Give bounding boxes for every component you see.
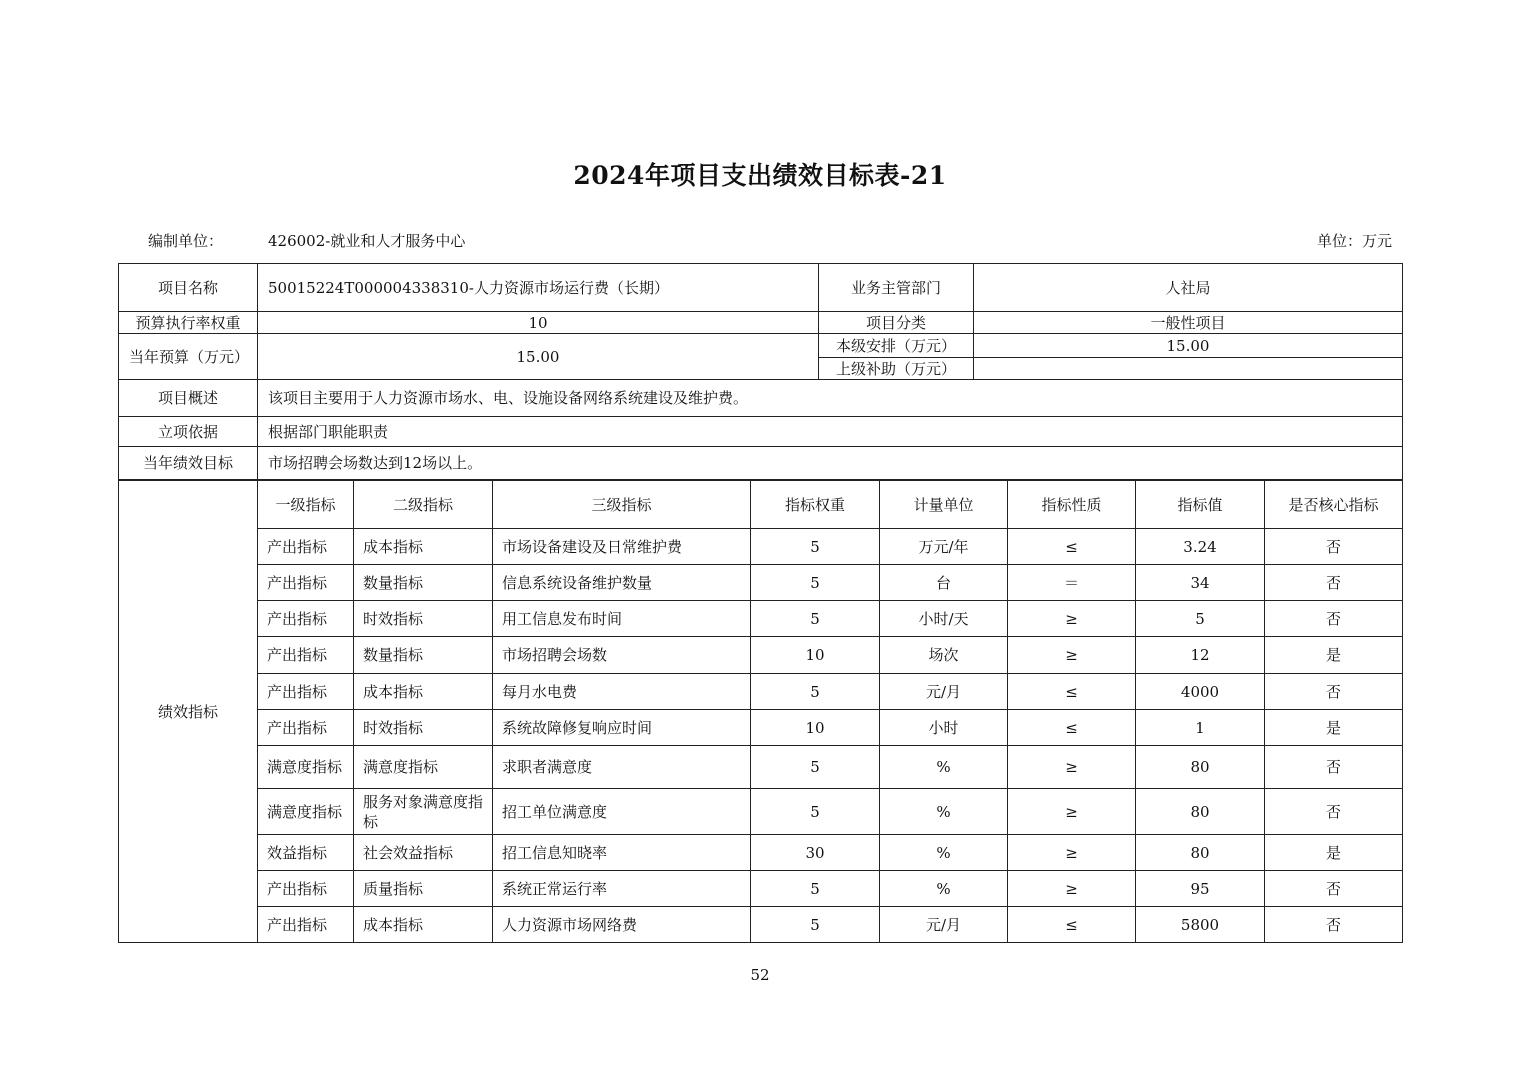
table-row (119, 637, 1403, 674)
table-cell: ＝ (1008, 565, 1136, 601)
table-cell: 效益指标 (258, 835, 354, 871)
column-header: 二级指标 (354, 481, 493, 529)
annual-goal-value: 市场招聘会场数达到12场以上。 (258, 447, 1403, 480)
project-category-value: 一般性项目 (974, 312, 1403, 334)
superior-subsidy-value (974, 358, 1403, 380)
budget-weight-label: 预算执行率权重 (119, 312, 258, 334)
project-name-label: 项目名称 (119, 264, 258, 312)
table-cell: 质量指标 (354, 871, 493, 907)
table-cell: 招工信息知晓率 (493, 835, 751, 871)
table-cell: 5 (1136, 601, 1265, 637)
table-cell: 5 (751, 871, 880, 907)
table-cell: 小时 (880, 710, 1008, 746)
table-row (119, 529, 1403, 565)
table-cell: 元/月 (880, 907, 1008, 943)
table-cell: 系统正常运行率 (493, 871, 751, 907)
table-cell: 5 (751, 789, 880, 835)
table-cell: 满意度指标 (354, 746, 493, 789)
table-row (119, 746, 1403, 789)
table-row (119, 789, 1403, 835)
local-arrangement-label: 本级安排（万元） (819, 334, 974, 358)
table-cell: 80 (1136, 835, 1265, 871)
table-cell: 时效指标 (354, 710, 493, 746)
table-cell: 场次 (880, 637, 1008, 674)
project-category-label: 项目分类 (819, 312, 974, 334)
page-number: 52 (750, 966, 770, 984)
table-row (119, 907, 1403, 943)
table-cell: % (880, 871, 1008, 907)
table-cell: ≤ (1008, 710, 1136, 746)
compiling-unit-value: 426002-就业和人才服务中心 (268, 232, 466, 250)
table-cell: 成本指标 (354, 674, 493, 710)
table-cell: 30 (751, 835, 880, 871)
table-cell: 产出指标 (258, 637, 354, 674)
table-cell: 5 (751, 674, 880, 710)
table-cell: 10 (751, 637, 880, 674)
column-header: 计量单位 (880, 481, 1008, 529)
table-cell: 服务对象满意度指标 (354, 789, 493, 835)
table-cell: ≥ (1008, 789, 1136, 835)
table-cell: 1 (1136, 710, 1265, 746)
table-cell: 产出指标 (258, 601, 354, 637)
table-cell: 5 (751, 529, 880, 565)
table-cell: 数量指标 (354, 637, 493, 674)
table-cell: 产出指标 (258, 710, 354, 746)
table-row (119, 710, 1403, 746)
table-cell: 成本指标 (354, 529, 493, 565)
table-cell: 5 (751, 907, 880, 943)
table-cell: 5 (751, 601, 880, 637)
table-cell: 10 (751, 710, 880, 746)
table-cell: 每月水电费 (493, 674, 751, 710)
project-info-table (118, 263, 1403, 480)
table-cell: 用工信息发布时间 (493, 601, 751, 637)
table-cell: 否 (1265, 674, 1403, 710)
table-cell: ≤ (1008, 907, 1136, 943)
table-cell: 市场设备建设及日常维护费 (493, 529, 751, 565)
table-row (119, 601, 1403, 637)
table-cell: 否 (1265, 565, 1403, 601)
table-cell: 4000 (1136, 674, 1265, 710)
project-summary-value: 该项目主要用于人力资源市场水、电、设施设备网络系统建设及维护费。 (258, 380, 1403, 417)
table-cell: 满意度指标 (258, 746, 354, 789)
column-header: 一级指标 (258, 481, 354, 529)
table-cell: 否 (1265, 601, 1403, 637)
table-cell: ≥ (1008, 871, 1136, 907)
project-name-value: 50015224T000004338310-人力资源市场运行费（长期） (258, 264, 819, 312)
table-cell: 产出指标 (258, 674, 354, 710)
table-cell: ≥ (1008, 746, 1136, 789)
table-cell: 满意度指标 (258, 789, 354, 835)
table-cell: 是 (1265, 710, 1403, 746)
table-cell: 社会效益指标 (354, 835, 493, 871)
performance-indicators-table (118, 480, 1403, 943)
table-cell: 5800 (1136, 907, 1265, 943)
table-cell: 时效指标 (354, 601, 493, 637)
project-summary-label: 项目概述 (119, 380, 258, 417)
table-cell: 否 (1265, 907, 1403, 943)
table-cell: 数量指标 (354, 565, 493, 601)
table-cell: 产出指标 (258, 907, 354, 943)
column-header: 是否核心指标 (1265, 481, 1403, 529)
table-cell: 是 (1265, 835, 1403, 871)
table-row (119, 565, 1403, 601)
table-cell: 12 (1136, 637, 1265, 674)
table-cell: 小时/天 (880, 601, 1008, 637)
table-cell: 产出指标 (258, 529, 354, 565)
table-cell: 3.24 (1136, 529, 1265, 565)
currency-unit: 单位：万元 (1316, 232, 1392, 250)
table-cell: % (880, 789, 1008, 835)
department-value: 人社局 (974, 264, 1403, 312)
table-cell: 是 (1265, 637, 1403, 674)
indicators-section-label: 绩效指标 (119, 481, 258, 943)
table-cell: 5 (751, 565, 880, 601)
department-label: 业务主管部门 (819, 264, 974, 312)
column-header: 指标性质 (1008, 481, 1136, 529)
table-cell: 否 (1265, 746, 1403, 789)
table-cell: ≥ (1008, 835, 1136, 871)
table-cell: 5 (751, 746, 880, 789)
table-cell: 80 (1136, 746, 1265, 789)
table-row (119, 835, 1403, 871)
table-cell: 招工单位满意度 (493, 789, 751, 835)
table-cell: 否 (1265, 871, 1403, 907)
annual-budget-value: 15.00 (258, 334, 819, 380)
table-cell: 否 (1265, 789, 1403, 835)
table-cell: 求职者满意度 (493, 746, 751, 789)
table-cell: 信息系统设备维护数量 (493, 565, 751, 601)
budget-weight-value: 10 (258, 312, 819, 334)
superior-subsidy-label: 上级补助（万元） (819, 358, 974, 380)
table-cell: ≤ (1008, 529, 1136, 565)
table-cell: % (880, 746, 1008, 789)
table-cell: 市场招聘会场数 (493, 637, 751, 674)
page-title: 2024年项目支出绩效目标表-21 (573, 161, 947, 190)
table-cell: 95 (1136, 871, 1265, 907)
project-basis-value: 根据部门职能职责 (258, 417, 1403, 447)
table-cell: 80 (1136, 789, 1265, 835)
table-cell: ≥ (1008, 601, 1136, 637)
annual-budget-label: 当年预算（万元） (119, 334, 258, 380)
table-cell: 人力资源市场网络费 (493, 907, 751, 943)
table-cell: 元/月 (880, 674, 1008, 710)
compiling-unit-label: 编制单位： (148, 232, 224, 250)
table-cell: ≥ (1008, 637, 1136, 674)
table-cell: 系统故障修复响应时间 (493, 710, 751, 746)
column-header: 三级指标 (493, 481, 751, 529)
table-cell: % (880, 835, 1008, 871)
table-cell: 成本指标 (354, 907, 493, 943)
annual-goal-label: 当年绩效目标 (119, 447, 258, 480)
table-cell: 否 (1265, 529, 1403, 565)
table-cell: 万元/年 (880, 529, 1008, 565)
table-row (119, 674, 1403, 710)
table-cell: 台 (880, 565, 1008, 601)
table-cell: 产出指标 (258, 871, 354, 907)
column-header: 指标权重 (751, 481, 880, 529)
table-row (119, 871, 1403, 907)
table-cell: 产出指标 (258, 565, 354, 601)
table-cell: ≤ (1008, 674, 1136, 710)
table-cell: 34 (1136, 565, 1265, 601)
local-arrangement-value: 15.00 (974, 334, 1403, 358)
column-header: 指标值 (1136, 481, 1265, 529)
project-basis-label: 立项依据 (119, 417, 258, 447)
